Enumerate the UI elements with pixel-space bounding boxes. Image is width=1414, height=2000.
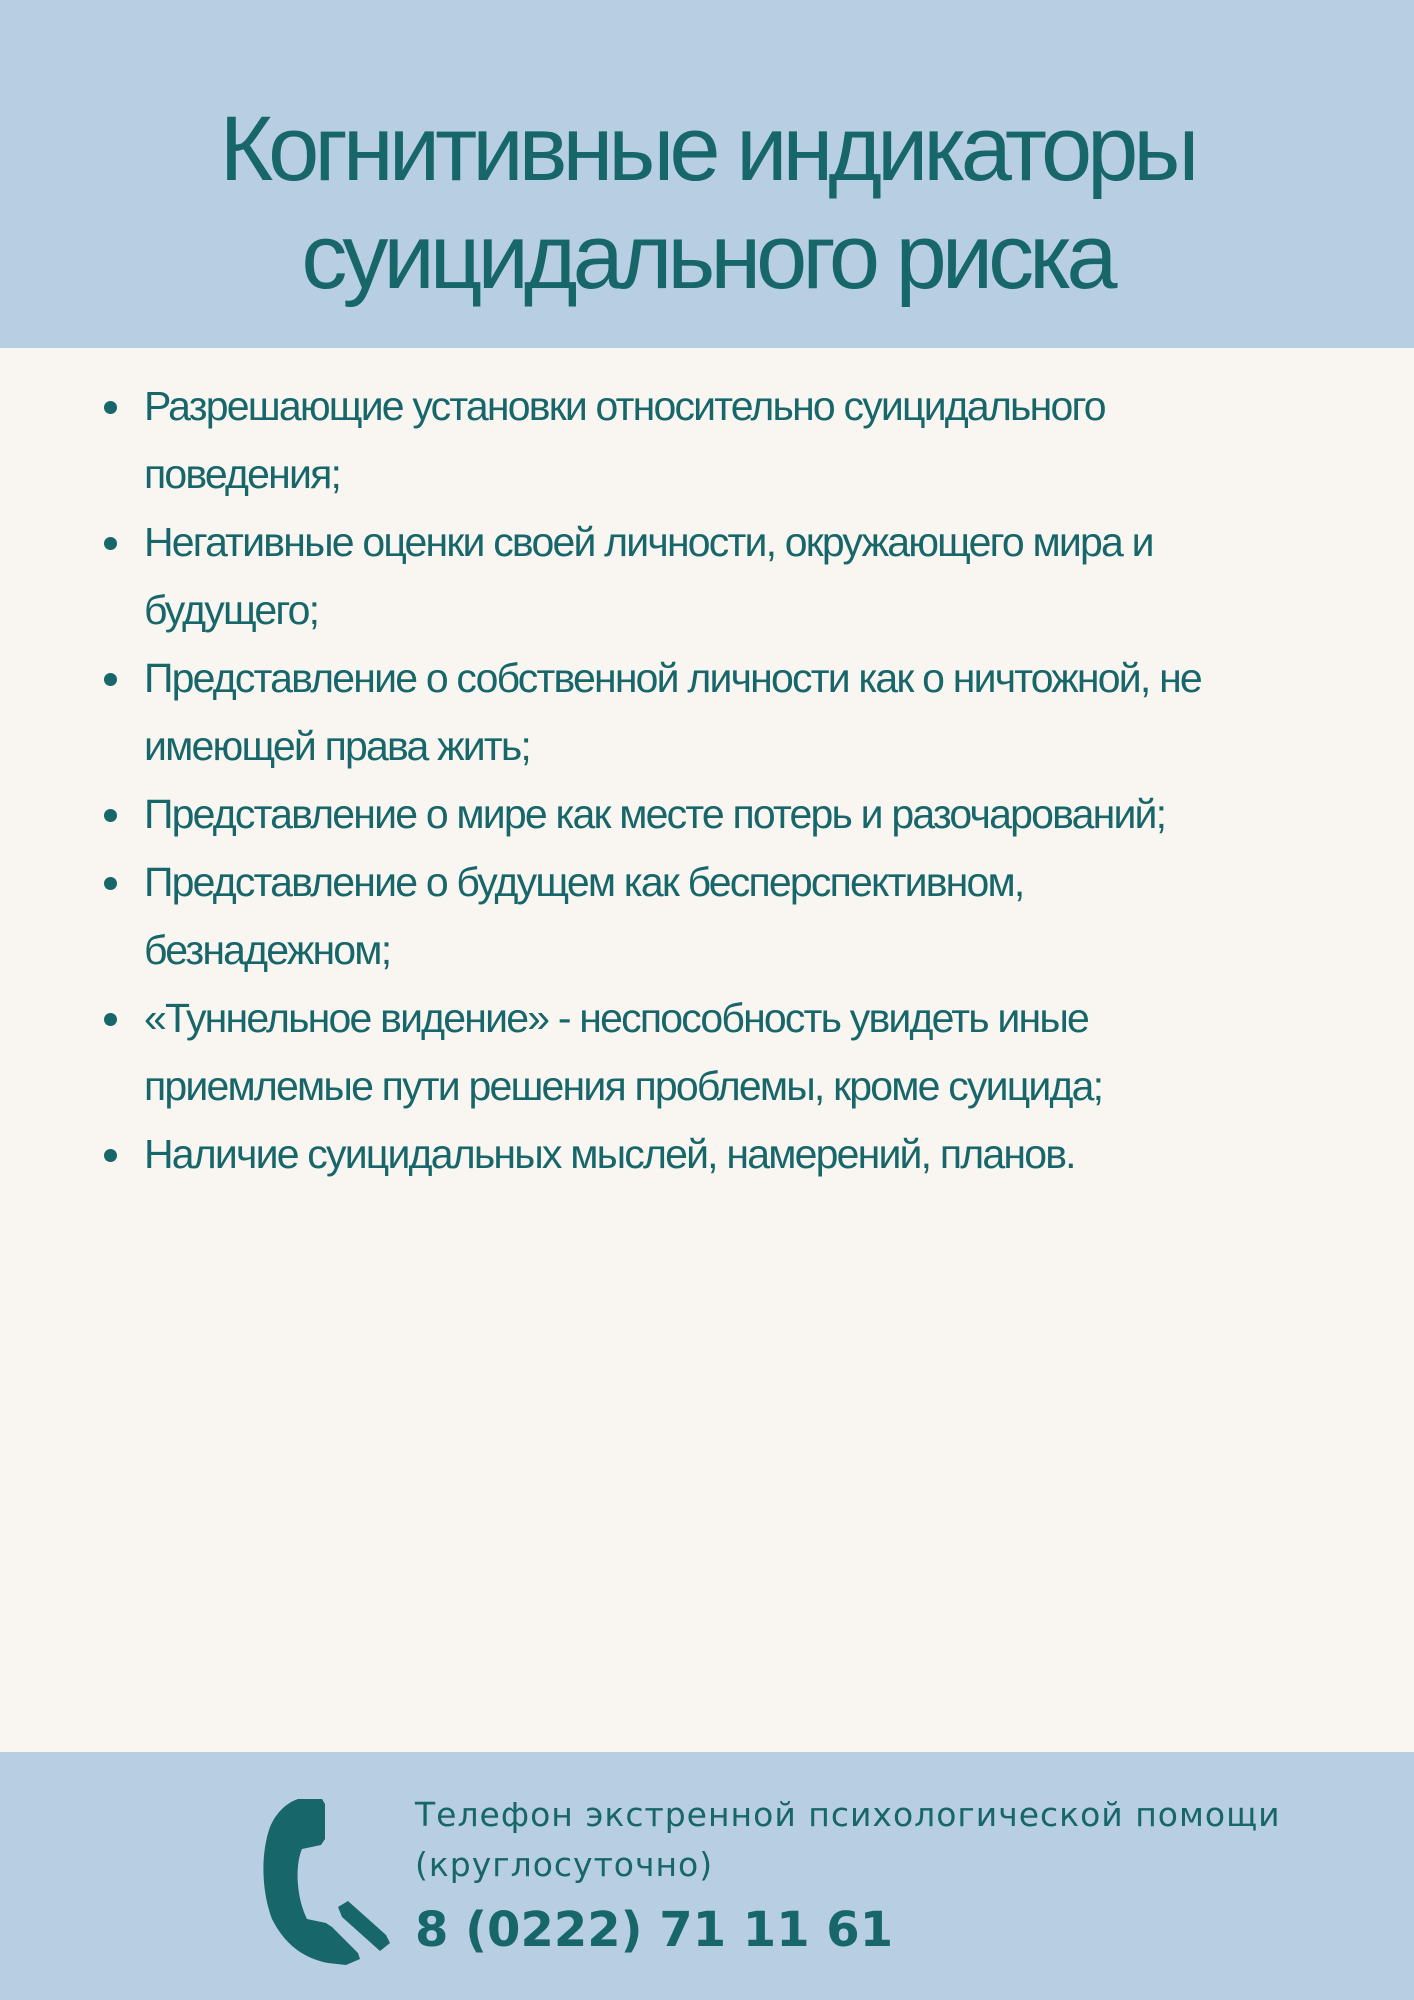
list-item <box>92 984 1342 1120</box>
list-item-text-continued: имеющей права жить; <box>144 723 530 769</box>
list-item-text-continued: будущего; <box>144 587 319 633</box>
list-item-text-continued: поведения; <box>144 451 341 497</box>
bullet-icon <box>104 1149 117 1162</box>
list-item-text-continued: приемлемые пути решения проблемы, кроме суицида; <box>144 1063 1103 1109</box>
page-title-line-2: суицидального риска <box>301 206 1113 308</box>
list-item <box>92 780 1342 848</box>
list-item-text: Разрешающие установки относительно суицидального <box>144 383 1105 429</box>
list-item <box>92 848 1342 984</box>
list-item-text: Наличие суицидальных мыслей, намерений, планов. <box>144 1131 1075 1177</box>
list-item-text-continued: безнадежном; <box>144 927 391 973</box>
phone-number[interactable]: 8 (0222) 71 11 61 <box>415 1902 894 1958</box>
list-item <box>92 644 1342 780</box>
bullet-icon <box>104 1013 117 1026</box>
page-title <box>0 95 1414 311</box>
phone-handset-shape <box>263 1799 390 1965</box>
list-item <box>92 508 1342 644</box>
bullet-icon <box>104 537 117 550</box>
list-item <box>92 372 1342 508</box>
page-title-line-1: Когнитивные индикаторы <box>219 98 1195 200</box>
bullet-icon <box>104 877 117 890</box>
phone-icon <box>262 1795 392 1965</box>
list-item-text: Представление о собственной личности как о ничтожной, не <box>144 655 1201 701</box>
list-item-text: «Туннельное видение» - неспособность увидеть иные <box>144 995 1089 1041</box>
bullet-icon <box>104 809 117 822</box>
helpline-caption <box>415 1790 1315 1890</box>
bullet-icon <box>104 673 117 686</box>
indicator-list <box>92 372 1342 1188</box>
helpline-caption-line-1: Телефон экстренной психологической помощи <box>415 1795 1281 1834</box>
helpline-caption-line-2: (круглосуточно) <box>415 1845 714 1884</box>
list-item-text: Представление о будущем как бесперспективном, <box>144 859 1024 905</box>
bullet-icon <box>104 401 117 414</box>
list-item-text: Представление о мире как месте потерь и разочарований; <box>144 791 1166 837</box>
list-item <box>92 1120 1342 1188</box>
list-item-text: Негативные оценки своей личности, окружающего мира и <box>144 519 1153 565</box>
